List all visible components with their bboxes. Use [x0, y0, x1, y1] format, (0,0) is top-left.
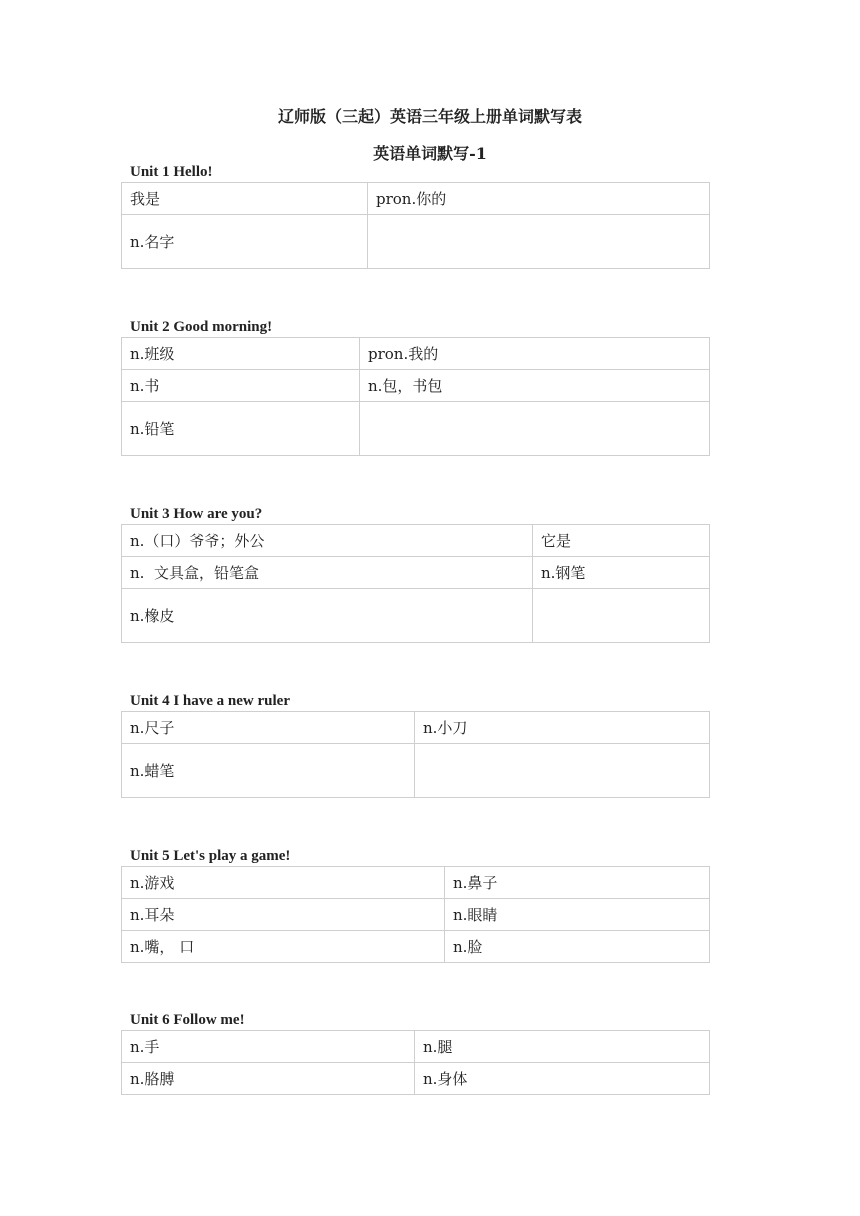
table-row [122, 589, 710, 643]
vocab-cell: pron.我的 [360, 338, 710, 370]
vocab-cell: 我是 [122, 183, 368, 215]
vocab-cell: n.眼睛 [445, 899, 710, 931]
vocab-cell: n.身体 [415, 1063, 710, 1095]
unit-heading: Unit 5 Let's play a game! [130, 848, 291, 864]
vocab-cell: n.脸 [445, 931, 710, 963]
vocab-table [121, 182, 710, 269]
vocab-table [121, 337, 710, 456]
vocab-table [121, 1030, 710, 1095]
table-row [122, 557, 710, 589]
vocab-cell: n.尺子 [122, 712, 415, 744]
vocab-cell: n.书 [122, 370, 360, 402]
unit-heading: Unit 2 Good morning! [130, 319, 273, 335]
page-subtitle: 英语单词默写-1 [373, 144, 487, 163]
table-row [122, 402, 710, 456]
vocab-cell: n.胳膊 [122, 1063, 415, 1095]
unit-heading: Unit 6 Follow me! [130, 1012, 245, 1028]
vocab-cell: n.班级 [122, 338, 360, 370]
vocab-cell: 它是 [533, 525, 710, 557]
table-row [122, 338, 710, 370]
vocab-cell [368, 215, 710, 269]
vocab-cell: n. 文具盒，铅笔盒 [122, 557, 533, 589]
unit-heading: Unit 1 Hello! [130, 164, 213, 180]
vocab-cell: n.耳朵 [122, 899, 445, 931]
vocab-cell: n.包，书包 [360, 370, 710, 402]
vocab-cell [415, 744, 710, 798]
vocab-cell: pron.你的 [368, 183, 710, 215]
vocab-cell [533, 589, 710, 643]
vocab-cell [360, 402, 710, 456]
vocab-cell: n.铅笔 [122, 402, 360, 456]
vocab-cell: n.名字 [122, 215, 368, 269]
table-row [122, 370, 710, 402]
vocab-table [121, 711, 710, 798]
table-row [122, 525, 710, 557]
table-row [122, 215, 710, 269]
vocab-cell: n.嘴， 口 [122, 931, 445, 963]
vocab-cell: n.鼻子 [445, 867, 710, 899]
table-row [122, 712, 710, 744]
table-row [122, 1063, 710, 1095]
unit-1-section [121, 163, 709, 269]
vocab-cell: n.蜡笔 [122, 744, 415, 798]
vocab-cell: n.手 [122, 1031, 415, 1063]
page-title: 辽师版（三起）英语三年级上册单词默写表 [277, 107, 582, 126]
table-row [122, 867, 710, 899]
table-row [122, 1031, 710, 1063]
unit-4-section [121, 692, 709, 798]
vocab-cell: n.钢笔 [533, 557, 710, 589]
unit-heading: Unit 3 How are you? [130, 506, 263, 522]
unit-6-section [121, 1011, 709, 1095]
vocab-cell: n.橡皮 [122, 589, 533, 643]
unit-3-section [121, 505, 709, 643]
unit-2-section [121, 318, 709, 456]
unit-heading: Unit 4 I have a new ruler [130, 693, 290, 709]
table-row [122, 931, 710, 963]
table-row [122, 744, 710, 798]
vocab-cell: n.游戏 [122, 867, 445, 899]
vocab-table [121, 866, 710, 963]
table-row [122, 183, 710, 215]
vocab-cell: n.腿 [415, 1031, 710, 1063]
vocab-cell: n.（口）爷爷；外公 [122, 525, 533, 557]
vocab-cell: n.小刀 [415, 712, 710, 744]
unit-5-section [121, 847, 709, 963]
vocab-table [121, 524, 710, 643]
table-row [122, 899, 710, 931]
